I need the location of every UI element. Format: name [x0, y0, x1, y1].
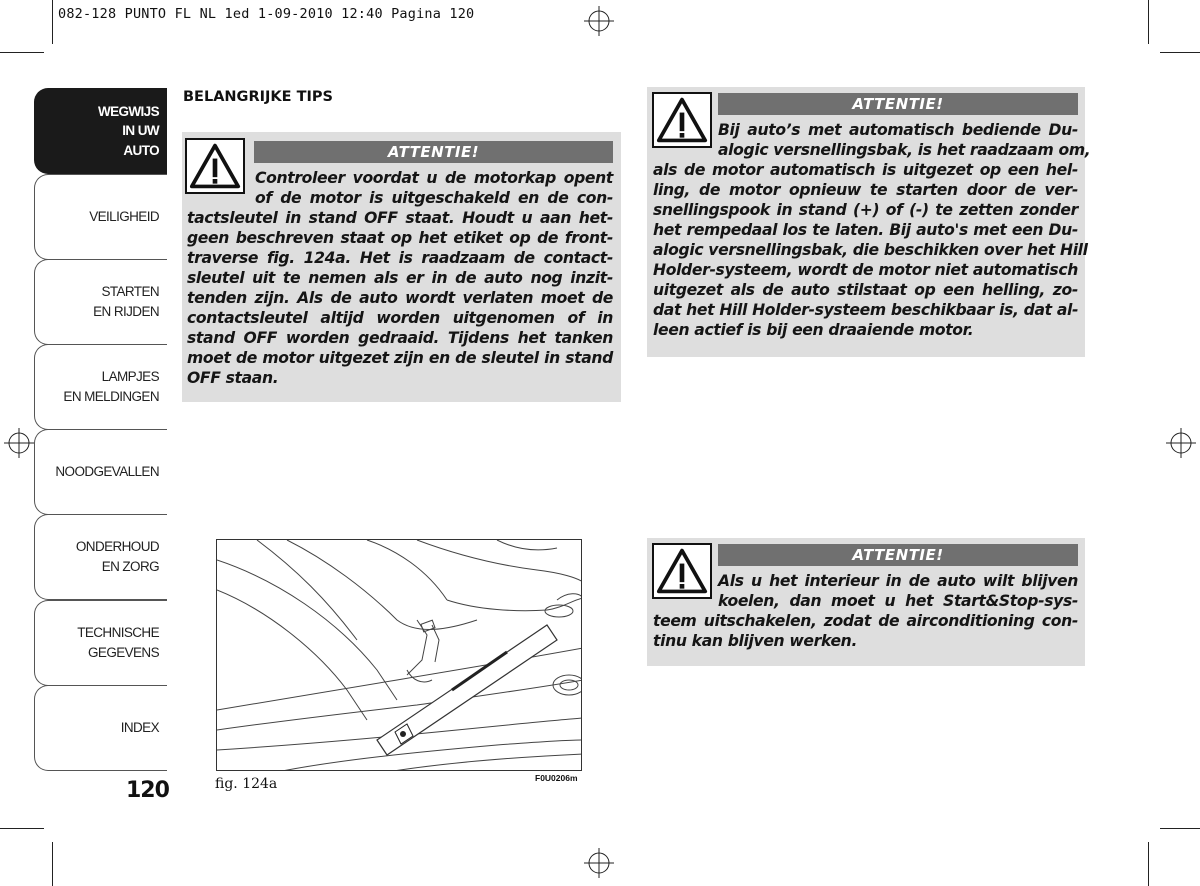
warning-line: alogic versnellingsbak, die beschikken over het Hill: [653, 241, 1088, 259]
warning-line: tinu kan blijven werken.: [653, 632, 858, 650]
tab-index[interactable]: [34, 685, 167, 771]
warning-line: geen beschreven staat op het etiket op de front-: [187, 229, 613, 247]
crop-mark: [1148, 0, 1149, 44]
page-number: 120: [126, 778, 169, 803]
crop-mark: [1160, 828, 1200, 829]
tab-wegwijs[interactable]: [34, 88, 167, 174]
warning-box: [647, 87, 1091, 357]
tab-label: NOODGEVALLEN: [55, 464, 159, 480]
crop-mark: [52, 0, 53, 44]
figure-code: F0U0206m: [535, 773, 578, 783]
warning-line: contactsleutel altijd worden uitgenomen of in: [187, 309, 613, 327]
warning-line: het rempedaal los te laten. Bij auto's met een Du-: [653, 221, 1078, 239]
warning-line: als de motor automatisch is uitgezet op een hel-: [653, 161, 1078, 179]
figure-caption: fig. 124a: [215, 776, 278, 792]
print-header: 082-128 PUNTO FL NL 1ed 1-09-2010 12:40 Pagina 120: [58, 6, 475, 22]
warning-triangle-icon: [185, 138, 245, 194]
warning-line: alogic versnellingsbak, is het raadzaam om,: [718, 141, 1091, 159]
warning-triangle-icon: [652, 543, 712, 599]
warning-title: ATTENTIE!: [254, 141, 613, 163]
registration-mark-icon: [4, 428, 34, 458]
engine-bay-illustration: [217, 540, 582, 771]
section-title: BELANGRIJKE TIPS: [183, 89, 333, 105]
warning-line: Bij auto’s met automatisch bediende Du-: [718, 121, 1078, 139]
warning-line: Holder-systeem, wordt de motor niet automatisch: [653, 261, 1078, 279]
warning-line: teem uitschakelen, zodat de airconditioning con-: [653, 612, 1078, 630]
tab-starten[interactable]: [34, 259, 167, 345]
tab-veiligheid[interactable]: [34, 174, 167, 260]
tab-label: TECHNISCHE GEGEVENS: [77, 625, 159, 660]
crop-mark: [1148, 842, 1149, 886]
warning-line: snellingspook in stand (+) of (-) te zetten zonder: [653, 201, 1078, 219]
warning-line: stand OFF worden gedraaid. Tijdens het tanken: [187, 329, 613, 347]
warning-line: moet de motor uitgezet zijn en de sleutel in stand: [187, 349, 613, 367]
tab-label: WEGWIJS IN UW AUTO: [97, 103, 159, 158]
tab-label: STARTEN EN RIJDEN: [93, 284, 159, 319]
warning-line: leen actief is bij een draaiende motor.: [653, 321, 974, 339]
warning-line: ling, de motor opnieuw te starten door de ver-: [653, 181, 1078, 199]
tab-label: VEILIGHEID: [89, 209, 159, 225]
tab-label: LAMPJES EN MELDINGEN: [63, 369, 159, 404]
warning-line: traverse fig. 124a. Het is raadzaam de contact-: [187, 249, 613, 267]
warning-box: [647, 538, 1085, 666]
warning-line: OFF staan.: [187, 369, 279, 387]
warning-box: [182, 132, 621, 402]
warning-line: tenden zijn. Als de auto wordt verlaten moet de: [187, 289, 613, 307]
warning-line: sleutel uit te nemen als er in de auto nog inzit-: [187, 269, 613, 287]
tab-technische[interactable]: [34, 600, 167, 686]
figure-engine-bay: [216, 539, 582, 771]
warning-line: Als u het interieur in de auto wilt blijven: [718, 572, 1078, 590]
crop-mark: [52, 842, 53, 886]
warning-line: uitgezet als de auto stilstaat op een helling, zo-: [653, 281, 1078, 299]
tab-label: INDEX: [120, 720, 159, 736]
warning-line: Controleer voordat u de motorkap opent: [255, 169, 613, 187]
warning-line: koelen, dan moet u het Start&Stop-sys-: [718, 592, 1078, 610]
warning-line: of de motor is uitgeschakeld en de con-: [255, 189, 613, 207]
tab-label: ONDERHOUD EN ZORG: [75, 539, 159, 574]
tab-noodgevallen[interactable]: [34, 429, 167, 515]
warning-title: ATTENTIE!: [718, 93, 1078, 115]
registration-mark-icon: [1166, 428, 1196, 458]
tab-onderhoud[interactable]: [34, 514, 167, 600]
registration-mark-icon: [584, 848, 614, 878]
tab-lampjes[interactable]: [34, 344, 167, 430]
crop-mark: [0, 828, 44, 829]
warning-title: ATTENTIE!: [718, 544, 1078, 566]
crop-mark: [0, 52, 44, 53]
warning-line: dat het Hill Holder-systeem beschikbaar is, dat al-: [653, 301, 1079, 319]
warning-line: tactsleutel in stand OFF staat. Houdt u aan het-: [187, 209, 613, 227]
warning-triangle-icon: [652, 92, 712, 148]
crop-mark: [1160, 52, 1200, 53]
registration-mark-icon: [584, 6, 614, 36]
